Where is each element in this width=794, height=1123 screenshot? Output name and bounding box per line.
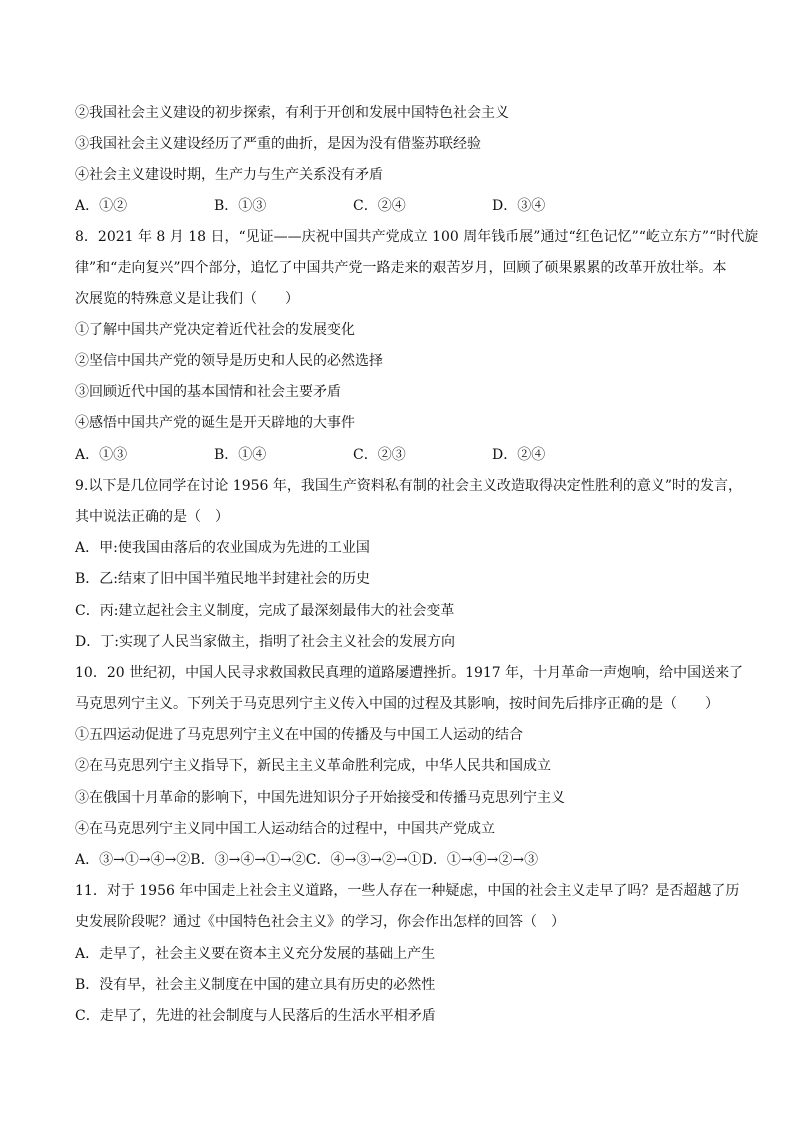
q7-option-b: B．①③ bbox=[214, 198, 267, 214]
q10-stem-line-1: 10．20 世纪初，中国人民寻求救国救民真理的道路屡遭挫折。1917 年，十月革命一声炮响，给中国送来了 bbox=[75, 665, 744, 681]
q8-statement-4: ④感悟中国共产党的诞生是开天辟地的大事件 bbox=[75, 415, 355, 431]
q11-option-c: C．走早了，先进的社会制度与人民落后的生活水平相矛盾 bbox=[75, 1008, 436, 1024]
q7-statement-4: ④社会主义建设时期，生产力与生产关系没有矛盾 bbox=[75, 167, 383, 183]
q7-option-a: A．①② bbox=[75, 198, 128, 214]
q7-option-c: C．②④ bbox=[353, 198, 406, 214]
q8-option-a: A．①③ bbox=[75, 447, 128, 463]
q8-statement-1: ①了解中国共产党决定着近代社会的发展变化 bbox=[75, 322, 355, 338]
q10-options: A．③→①→④→②B．③→④→①→②C．④→③→②→①D．①→④→②→③ bbox=[75, 852, 539, 868]
q10-stem-line-2: 马克思列宁主义。下列关于马克思列宁主义传入中国的过程及其影响，按时间先后排序正确的是（ ） bbox=[75, 696, 719, 712]
q9-option-d: D．丁:实现了人民当家做主，指明了社会主义社会的发展方向 bbox=[75, 634, 455, 650]
q8-option-b: B．①④ bbox=[214, 447, 267, 463]
q10-statement-4: ④在马克思列宁主义同中国工人运动结合的过程中，中国共产党成立 bbox=[75, 821, 495, 837]
q11-option-b: B．没有早，社会主义制度在中国的建立具有历史的必然性 bbox=[75, 977, 436, 993]
q9-stem-line-1: 9.以下是几位同学在讨论 1956 年，我国生产资料私有制的社会主义改造取得决定性胜利的意义”时的发言， bbox=[75, 478, 743, 494]
q8-statement-3: ③回顾近代中国的基本国情和社会主要矛盾 bbox=[75, 384, 341, 400]
q10-statement-2: ②在马克思列宁主义指导下，新民主主义革命胜利完成，中华人民共和国成立 bbox=[75, 758, 551, 774]
q7-statement-2: ②我国社会主义建设的初步探索，有利于开创和发展中国特色社会主义 bbox=[75, 105, 509, 121]
q8-stem-line-3: 次展览的特殊意义是让我们（ ） bbox=[75, 291, 299, 307]
q7-statement-3: ③我国社会主义建设经历了严重的曲折，是因为没有借鉴苏联经验 bbox=[75, 136, 481, 152]
q11-stem-line-2: 史发展阶段呢？通过《中国特色社会主义》的学习，你会作出怎样的回答（ ） bbox=[75, 914, 565, 930]
q8-stem-line-1: 8．2021 年 8 月 18 日，“见证——庆祝中国共产党成立 100 周年钱币展”通过“红色记忆”“屹立东方”“时代旋 bbox=[75, 229, 759, 245]
q7-option-d: D．③④ bbox=[492, 198, 546, 214]
q9-option-b: B．乙:结束了旧中国半殖民地半封建社会的历史 bbox=[75, 571, 371, 587]
q8-statement-2: ②坚信中国共产党的领导是历史和人民的必然选择 bbox=[75, 353, 383, 369]
q8-stem-line-2: 律”和“走向复兴”四个部分，追忆了中国共产党一路走来的艰苦岁月，回顾了硕果累累的改革开放壮举。本 bbox=[75, 260, 727, 276]
q10-statement-3: ③在俄国十月革命的影响下，中国先进知识分子开始接受和传播马克思列宁主义 bbox=[75, 790, 565, 806]
q9-option-c: C．丙:建立起社会主义制度，完成了最深刻最伟大的社会变革 bbox=[75, 603, 455, 619]
q7-options bbox=[75, 197, 725, 215]
q8-option-c: C．②③ bbox=[353, 447, 406, 463]
q8-options bbox=[75, 446, 725, 464]
q8-option-d: D．②④ bbox=[492, 447, 546, 463]
q9-stem-line-2: 其中说法正确的是（ ） bbox=[75, 509, 229, 525]
q10-statement-1: ①五四运动促进了马克思列宁主义在中国的传播及与中国工人运动的结合 bbox=[75, 727, 523, 743]
q9-option-a: A．甲:使我国由落后的农业国成为先进的工业国 bbox=[75, 540, 370, 556]
q11-stem-line-1: 11．对于 1956 年中国走上社会主义道路，一些人存在一种疑虑，中国的社会主义走早了吗？是否超越了历 bbox=[75, 883, 740, 899]
q11-option-a: A．走早了，社会主义要在资本主义充分发展的基础上产生 bbox=[75, 946, 436, 962]
